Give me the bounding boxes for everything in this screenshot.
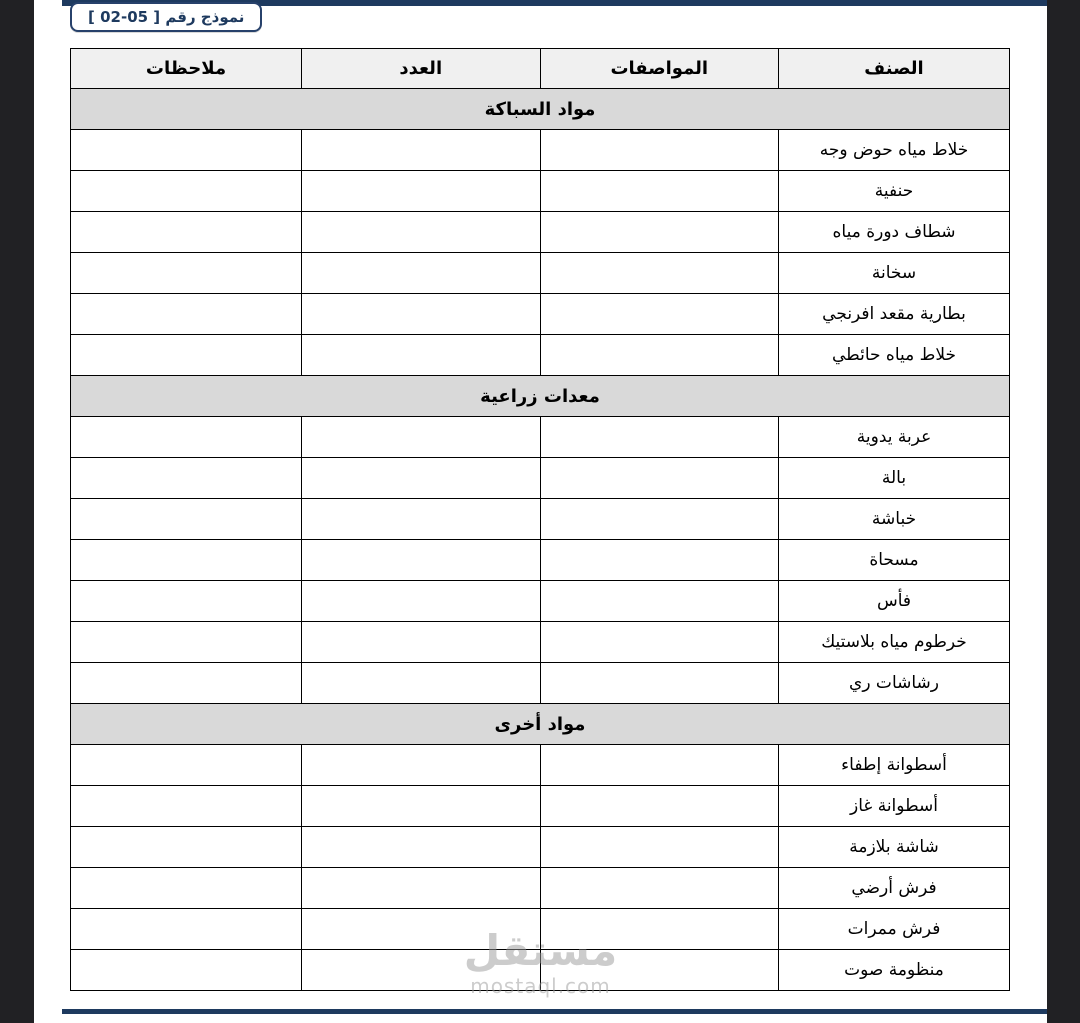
form-number-tab [70,2,262,32]
item-row [71,868,1010,909]
item-name-cell: فرش أرضي [779,868,1010,909]
empty-cell [71,417,302,458]
empty-cell [302,294,541,335]
empty-cell [71,786,302,827]
item-row [71,745,1010,786]
empty-cell [71,909,302,950]
item-row [71,130,1010,171]
empty-cell [302,499,541,540]
empty-cell [540,499,779,540]
empty-cell [540,253,779,294]
empty-cell [540,171,779,212]
item-row [71,458,1010,499]
empty-cell [302,335,541,376]
empty-cell [302,622,541,663]
item-name-cell: منظومة صوت [779,950,1010,991]
item-name-cell: أسطوانة إطفاء [779,745,1010,786]
empty-cell [71,868,302,909]
item-name-cell: عربة يدوية [779,417,1010,458]
empty-cell [302,663,541,704]
item-row [71,171,1010,212]
empty-cell [540,458,779,499]
empty-cell [71,581,302,622]
empty-cell [302,581,541,622]
empty-cell [71,335,302,376]
watermark-logo: مستقل [463,926,618,975]
column-header: المواصفات [540,49,779,89]
empty-cell [302,458,541,499]
empty-cell [302,827,541,868]
item-row [71,335,1010,376]
empty-cell [71,540,302,581]
item-row [71,950,1010,991]
empty-cell [71,663,302,704]
empty-cell [302,212,541,253]
section-row [71,704,1010,745]
item-name-cell: فأس [779,581,1010,622]
empty-cell [540,786,779,827]
item-name-cell: بطارية مقعد افرنجي [779,294,1010,335]
item-row [71,253,1010,294]
inventory-table [70,48,1010,991]
empty-cell [71,294,302,335]
item-row [71,417,1010,458]
empty-cell [71,499,302,540]
empty-cell [71,827,302,868]
empty-cell [540,950,779,991]
empty-cell [71,130,302,171]
empty-cell [71,622,302,663]
item-name-cell: شطاف دورة مياه [779,212,1010,253]
item-row [71,499,1010,540]
empty-cell [71,745,302,786]
empty-cell [302,950,541,991]
empty-cell [302,540,541,581]
item-row [71,294,1010,335]
table-header-row [71,49,1010,89]
item-row [71,212,1010,253]
column-header: العدد [302,49,541,89]
empty-cell [540,540,779,581]
item-row [71,540,1010,581]
bottom-rule [62,1009,1047,1014]
item-name-cell: خباشة [779,499,1010,540]
item-name-cell: شاشة بلازمة [779,827,1010,868]
section-title: مواد السباكة [71,89,1010,130]
empty-cell [71,212,302,253]
item-name-cell: أسطوانة غاز [779,786,1010,827]
empty-cell [540,417,779,458]
item-name-cell: سخانة [779,253,1010,294]
item-row [71,909,1010,950]
empty-cell [540,581,779,622]
item-row [71,786,1010,827]
item-name-cell: رشاشات ري [779,663,1010,704]
item-row [71,663,1010,704]
empty-cell [302,171,541,212]
column-header: الصنف [779,49,1010,89]
column-header: ملاحظات [71,49,302,89]
empty-cell [71,171,302,212]
empty-cell [71,458,302,499]
item-row [71,827,1010,868]
empty-cell [71,950,302,991]
section-title: مواد أخرى [71,704,1010,745]
empty-cell [540,827,779,868]
empty-cell [540,663,779,704]
empty-cell [540,335,779,376]
item-name-cell: مسحاة [779,540,1010,581]
item-name-cell: خلاط مياه حوض وجه [779,130,1010,171]
empty-cell [302,253,541,294]
empty-cell [540,745,779,786]
empty-cell [540,622,779,663]
section-row [71,376,1010,417]
empty-cell [540,909,779,950]
section-row [71,89,1010,130]
item-name-cell: خرطوم مياه بلاستيك [779,622,1010,663]
empty-cell [302,130,541,171]
empty-cell [540,212,779,253]
item-name-cell: بالة [779,458,1010,499]
empty-cell [302,786,541,827]
watermark-domain: mostaql.com [470,974,611,999]
item-row [71,622,1010,663]
item-name-cell: فرش ممرات [779,909,1010,950]
empty-cell [302,909,541,950]
empty-cell [540,868,779,909]
empty-cell [302,417,541,458]
document-page [34,0,1047,1023]
empty-cell [540,294,779,335]
empty-cell [302,868,541,909]
empty-cell [540,130,779,171]
empty-cell [71,253,302,294]
item-name-cell: حنفية [779,171,1010,212]
item-row [71,581,1010,622]
section-title: معدات زراعية [71,376,1010,417]
item-name-cell: خلاط مياه حائطي [779,335,1010,376]
form-number-label: نموذج رقم [ 05-02 ] [88,8,245,26]
empty-cell [302,745,541,786]
